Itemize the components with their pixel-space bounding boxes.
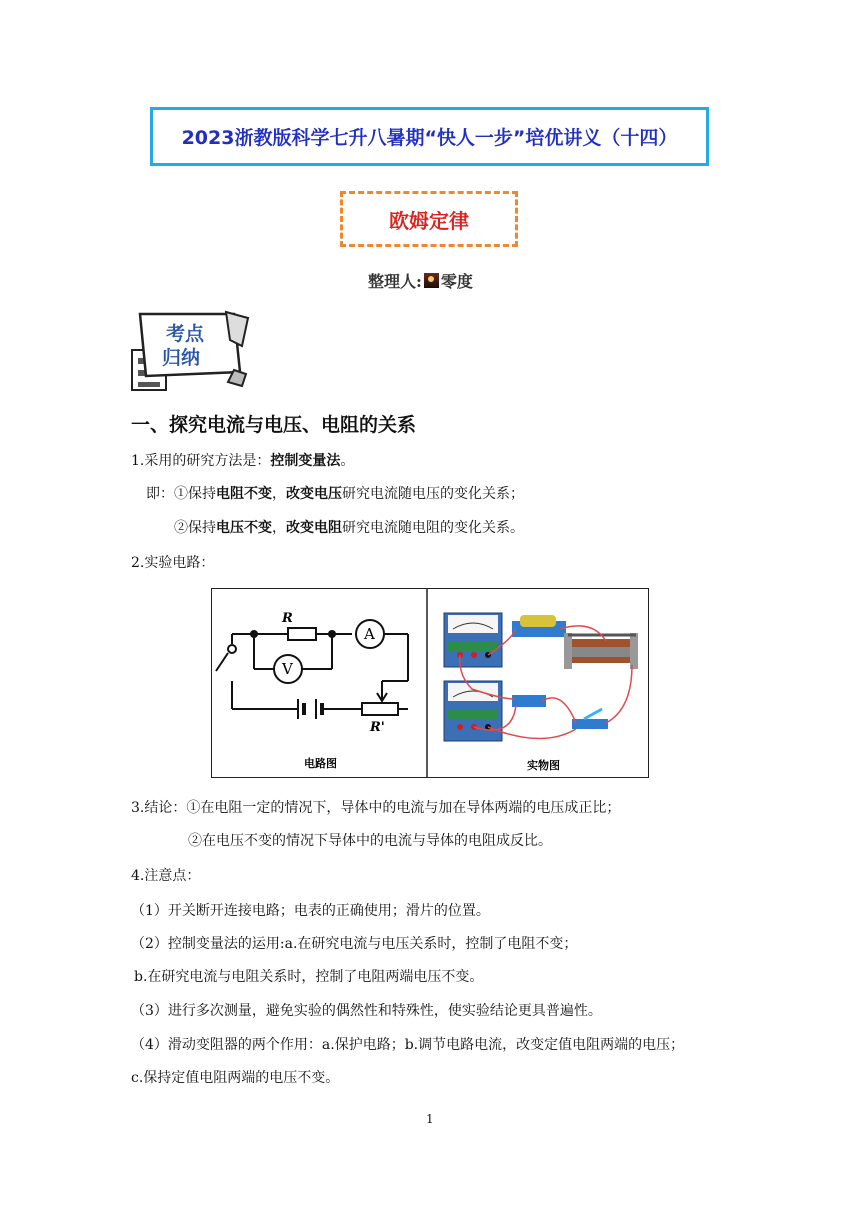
item-1a <box>146 484 524 504</box>
item-1-method: 控制变量法 <box>270 453 341 469</box>
physical-setup-illustration <box>444 613 638 741</box>
note-2b: b.在研究电流与电阻关系时，控制了电阻两端电压不变。 <box>134 969 484 985</box>
circuit-diagram <box>216 620 408 719</box>
item-1a-bold1: 电阻不变 <box>216 486 272 502</box>
note-1: （1）开关断开连接电路；电表的正确使用；滑片的位置。 <box>131 903 490 919</box>
note-4b: c.保持定值电阻两端的电压不变。 <box>131 1070 340 1086</box>
note-2: （2）控制变量法的运用:a.在研究电流与电压关系时，控制了电阻不变； <box>131 936 578 952</box>
item-1a-suffix: 研究电流随电压的变化关系； <box>342 486 524 502</box>
topic-title: 欧姆定律 <box>389 208 469 233</box>
ammeter-label: A <box>364 625 375 643</box>
item-1a-mid: ， <box>272 486 286 502</box>
item-3a: 3.结论：①在电阻一定的情况下，导体中的电流与加在导体两端的电压成正比； <box>131 800 621 816</box>
item-1-suffix: 。 <box>340 453 355 469</box>
note-4: （4）滑动变阻器的两个作用：a.保护电路；b.调节电路电流，改变定值电阻两端的电压； <box>131 1037 685 1053</box>
experiment-figure <box>211 588 649 778</box>
physical-setup-caption: 实物图 <box>527 759 560 772</box>
item-1-prefix: 1.采用的研究方法是： <box>131 453 271 469</box>
item-1b-suffix: 研究电流随电阻的变化关系。 <box>342 520 524 536</box>
voltmeter-label: V <box>282 660 293 678</box>
item-1 <box>131 451 354 471</box>
section-heading: 一、探究电流与电压、电阻的关系 <box>131 414 417 436</box>
page-number: 1 <box>426 1112 434 1126</box>
item-3b: ②在电压不变的情况下导体中的电流与导体的电阻成反比。 <box>188 833 552 849</box>
author-name: 零度 <box>440 272 473 291</box>
badge-line2: 归纳 <box>162 347 201 369</box>
item-1a-bold2: 改变电压 <box>286 486 342 502</box>
author-avatar-icon <box>424 273 439 288</box>
item-1a-prefix: 即：①保持 <box>146 486 216 502</box>
item-1b <box>174 518 524 538</box>
item-2: 2.实验电路： <box>131 555 215 571</box>
item-4: 4.注意点： <box>131 868 201 884</box>
circuit-figure-svg <box>212 589 648 777</box>
note-3: （3）进行多次测量，避免实验的偶然性和特殊性，使实验结论更具普遍性。 <box>131 1003 602 1019</box>
item-1b-bold2: 改变电阻 <box>286 520 342 536</box>
label-R: R <box>282 611 293 626</box>
document-title: 2023浙教版科学七升八暑期“快人一步”培优讲义（十四） <box>181 127 678 149</box>
author-line <box>368 269 473 292</box>
author-label: 整理人: <box>368 272 422 291</box>
item-1b-bold1: 电压不变 <box>216 520 272 536</box>
badge-line1: 考点 <box>166 323 205 345</box>
circuit-diagram-caption: 电路图 <box>304 757 337 770</box>
topic-title-box <box>340 191 518 247</box>
label-R-prime: R' <box>370 720 385 735</box>
key-points-badge-icon <box>130 310 250 392</box>
item-1b-mid: ， <box>272 520 286 536</box>
item-1b-prefix: ②保持 <box>174 520 216 536</box>
document-title-box <box>150 107 709 166</box>
